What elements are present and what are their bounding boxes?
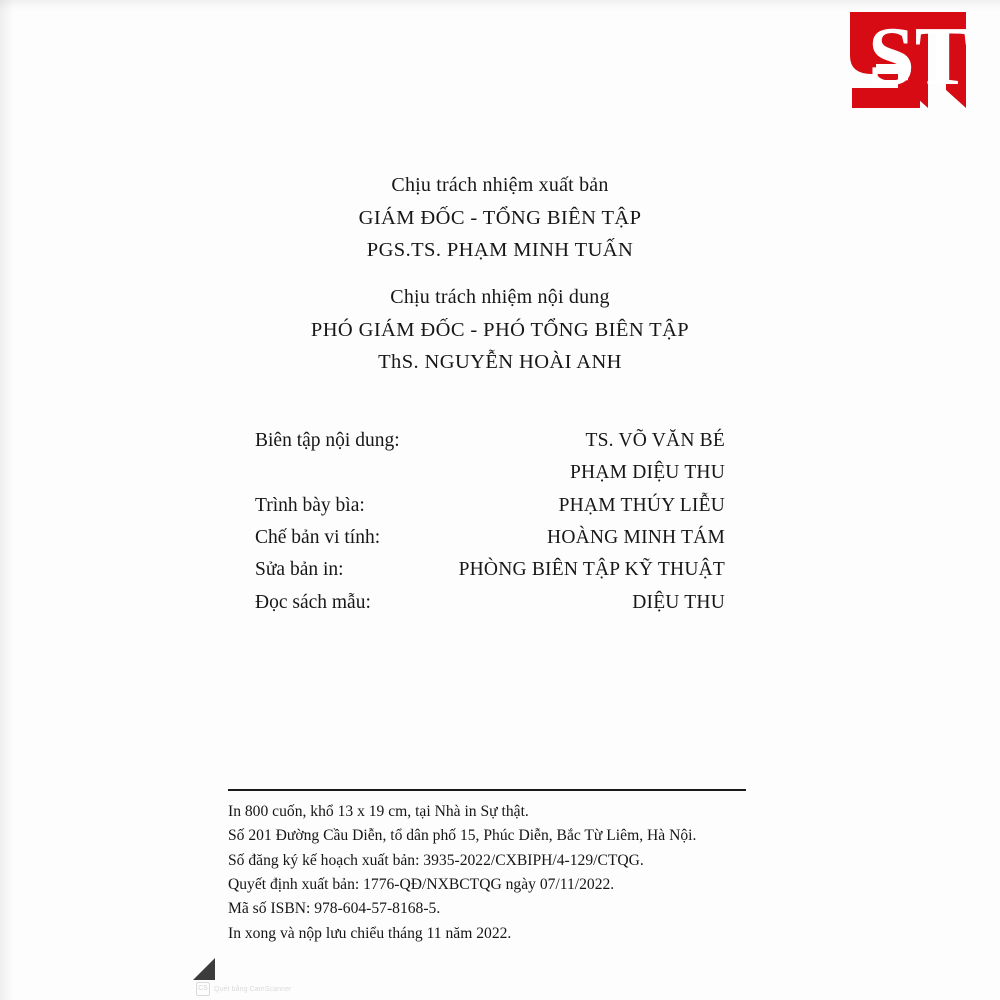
credit-role: Biên tập nội dung: [255,430,400,451]
camscanner-badge-icon: CS [196,982,210,996]
credit-role: Chế bản vi tính: [255,527,381,549]
credit-row [255,457,725,489]
colophon-decision: Quyết định xuất bản: 1776-QĐ/NXBCTQG ngày 07/11/2022. [228,875,615,893]
page-edge-shadow-left [0,0,14,1000]
credit-person: PHẠM DIỆU THU [570,462,725,484]
colophon-block [228,800,848,946]
st-publisher-logo-icon [842,8,972,113]
responsibility-content-label: Chịu trách nhiệm nội dung [390,286,610,309]
imprint-spacer [0,266,1000,282]
credit-row [255,522,725,554]
credits-list [255,425,725,619]
camscanner-watermark [196,982,292,996]
colophon-registration: Số đăng ký kế hoạch xuất bản: 3935-2022/CXBIPH/4-129/CTQG. [228,851,644,869]
imprint-block [0,170,1000,379]
deputy-title: PHÓ GIÁM ĐỐC - PHÓ TỔNG BIÊN TẬP [310,318,690,341]
credit-row [255,587,725,619]
colophon-print-run: In 800 cuốn, khổ 13 x 19 cm, tại Nhà in Sự thật. [228,803,529,820]
credit-person: DIỆU THU [632,591,725,613]
svg-text:ST: ST [868,10,971,103]
responsibility-publication-label: Chịu trách nhiệm xuất bản [391,174,609,196]
credit-role: Đọc sách mẫu: [255,591,371,613]
credit-person: HOÀNG MINH TÁM [547,527,725,549]
credit-row [255,490,725,522]
credit-person: TS. VÕ VĂN BÉ [585,430,725,451]
scan-corner-fold [193,958,215,980]
credit-role: Sửa bản in: [255,559,344,581]
credit-role: Trình bày bìa: [255,494,365,516]
camscanner-watermark-text: Quét bằng CamScanner [214,985,292,993]
credit-person: PHÒNG BIÊN TẬP KỸ THUẬT [458,559,725,581]
colophon-address: Số 201 Đường Cầu Diễn, tổ dân phố 15, Phúc Diễn, Bắc Từ Liêm, Hà Nội. [228,827,697,845]
colophon-deposit-date: In xong và nộp lưu chiểu tháng 11 năm 2022. [228,924,512,942]
footer-divider [228,789,746,791]
credit-person: PHẠM THÚY LIỄU [558,494,725,516]
director-title: GIÁM ĐỐC - TỔNG BIÊN TẬP [358,206,642,229]
credit-row [255,425,725,457]
director-name: PGS.TS. PHẠM MINH TUẤN [366,238,634,261]
colophon-isbn: Mã số ISBN: 978-604-57-8168-5. [228,900,441,918]
deputy-name: ThS. NGUYỄN HOÀI ANH [378,351,622,374]
credit-row [255,554,725,586]
